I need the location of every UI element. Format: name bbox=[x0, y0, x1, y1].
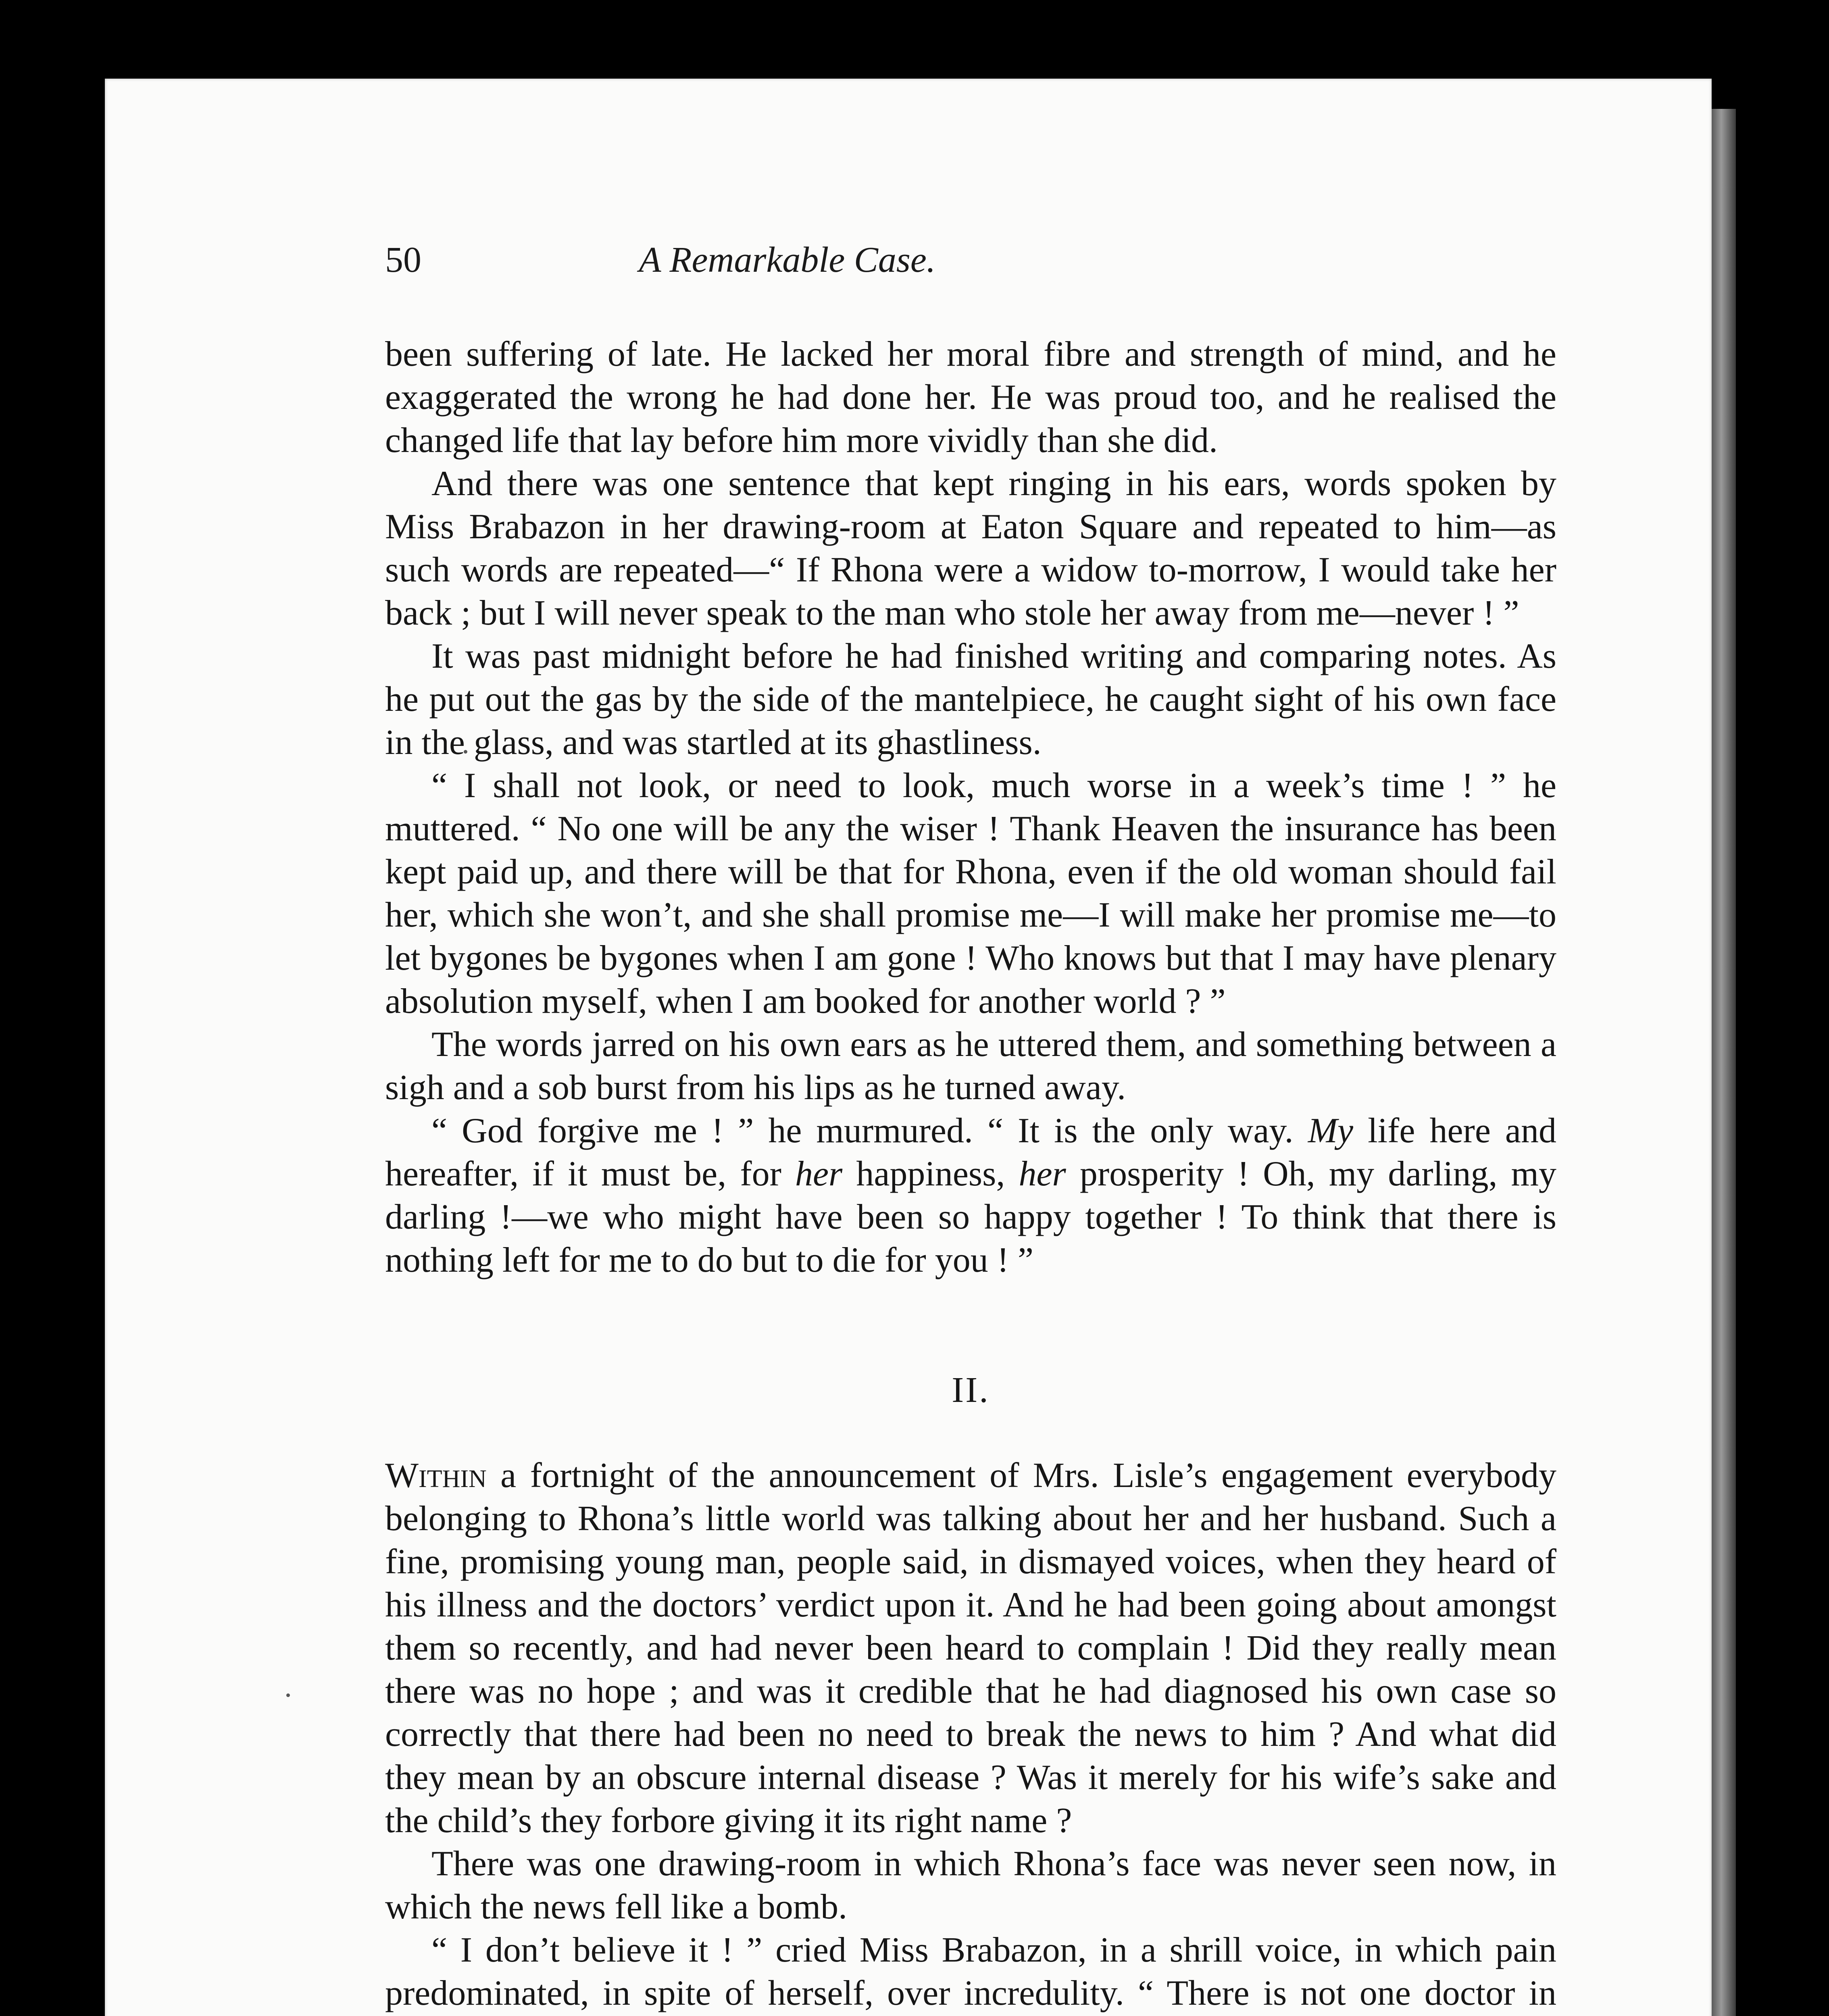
page-edge-shadow bbox=[1712, 109, 1736, 2016]
body-text bbox=[385, 333, 1556, 2016]
paragraph: “ I shall not look, or need to look, much worse in a week’s time ! ” he muttered. “ No one will be any the wiser ! Thank Heaven the insurance has been kept paid up, and there will be that for Rhona, even if the old woman should fail her, which she won’t, and she shall promise me—I will make her promise me—to let bygones be bygones when I am gone ! Who knows but that I may have plenary absolution myself, when I am booked for another world ? ” bbox=[385, 766, 1556, 1021]
lead-word: Within bbox=[385, 1456, 487, 1495]
paragraph: There was one drawing-room in which Rhona’s face was never seen now, in which the news fell like a bomb. bbox=[385, 1844, 1556, 1926]
paragraph: The words jarred on his own ears as he uttered them, and something between a sigh and a sob burst from his lips as he turned away. bbox=[385, 1025, 1556, 1107]
paragraph: And there was one sentence that kept ringing in his ears, words spoken by Miss Brabazon in her drawing-room at Eaton Square and repeated to him—as such words are repeated—“ If Rhona were a widow to-morrow, I would take her back ; but I will never speak to the man who stole her away from me—never ! ” bbox=[385, 464, 1556, 633]
section-heading: II. bbox=[952, 1370, 990, 1410]
paragraph bbox=[385, 1109, 1556, 1282]
page-number: 50 bbox=[385, 240, 421, 280]
paragraph: been suffering of late. He lacked her moral fibre and strength of mind, and he exaggerated the wrong he had done her. He was proud too, and he realised the changed life that lay before him more vividly than she did. bbox=[385, 335, 1556, 460]
paragraph-text: “ God forgive me ! ” he murmured. “ It is the only way. bbox=[431, 1111, 1308, 1150]
paragraph: It was past midnight before he had finished writing and comparing notes. As he put out the gas by the side of the mantelpiece, he caught sight of his own face in the glass, and was startled at its ghastliness. bbox=[385, 637, 1556, 762]
print-speck bbox=[286, 1693, 290, 1697]
emphasis: her bbox=[1019, 1154, 1066, 1193]
paragraph: “ I don’t believe it ! ” cried Miss Brabazon, in a shrill voice, in which pain predominated, in spite of herself, over incredulity. “ There is not one doctor in bbox=[385, 1931, 1556, 2013]
running-title: A Remarkable Case. bbox=[639, 240, 936, 280]
paragraph bbox=[385, 1454, 1556, 1842]
emphasis: My bbox=[1308, 1111, 1354, 1150]
paragraph-text: life here and hereafter, if it must be, for bbox=[385, 1111, 1556, 1193]
paragraph-text: prosperity ! Oh, my darling, my darling !—we who might have been so happy together ! To think that there is nothing left for me to do but to die for you ! ” bbox=[385, 1154, 1557, 1280]
paragraph-text: a fortnight of the announcement of Mrs. Lisle’s engagement everybody belonging to Rhona’s little world was talking about her and her husband. Such a fine, promising young man, people said, in dismayed voices, when they heard of his illness and the doctors’ verdict upon it. And he had been going about amongst them so recently, and had never been heard to complain ! Did they really mean there was no hope ; and was it credible that he had diagnosed his own case so correctly that there had been no need to break the news to him ? And what did they mean by an obscure internal disease ? Was it merely for his wife’s sake and the child’s they forbore giving it its right name ? bbox=[385, 1456, 1556, 1840]
emphasis: her bbox=[795, 1154, 843, 1193]
paragraph-text: happiness, bbox=[842, 1154, 1019, 1193]
running-head bbox=[385, 238, 1189, 282]
